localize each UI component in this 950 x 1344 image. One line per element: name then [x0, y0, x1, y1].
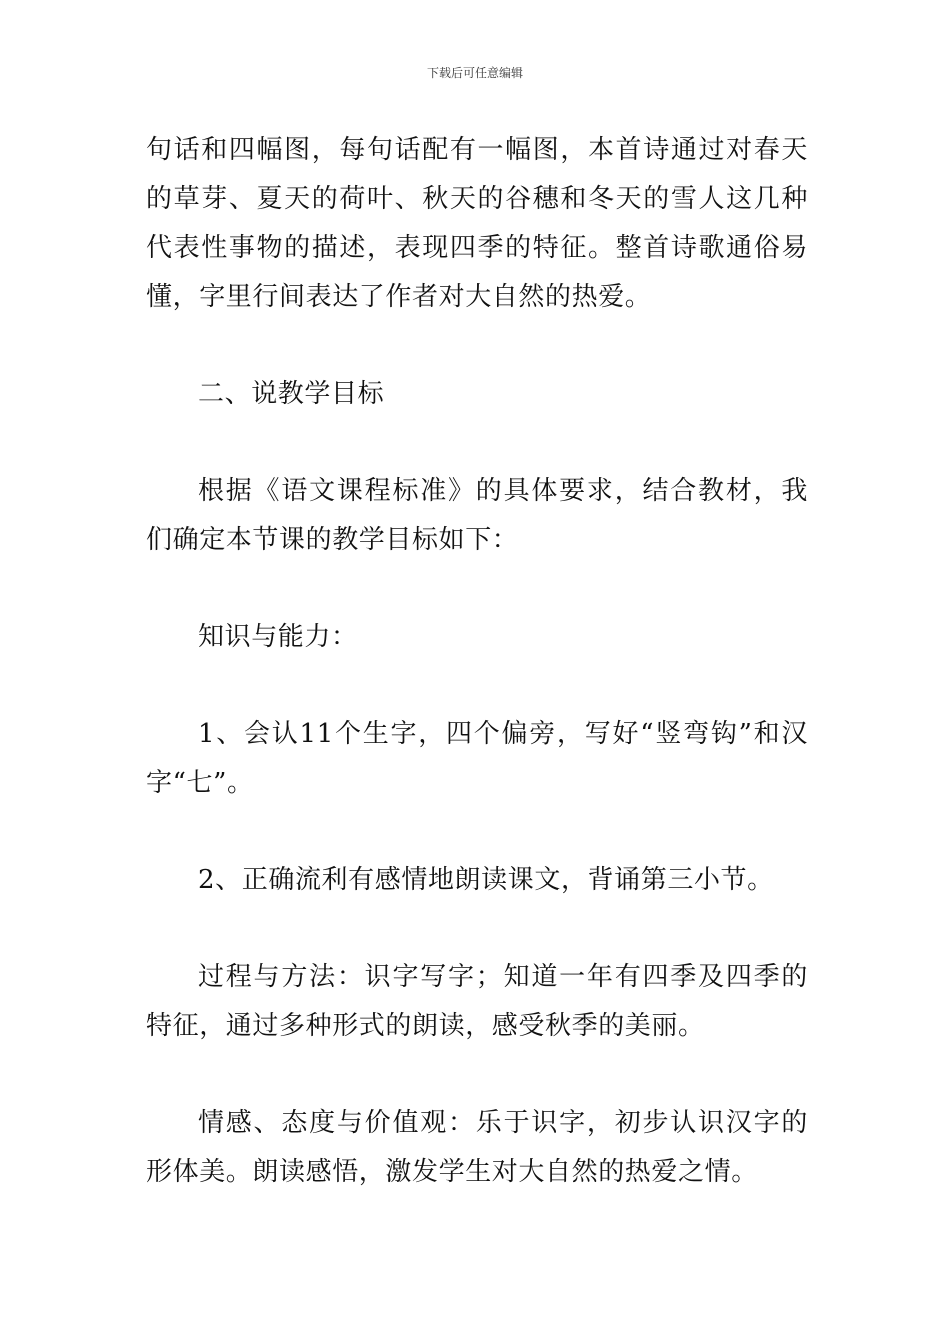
page-header: 下载后可任意编辑	[426, 66, 523, 80]
paragraph-process-method: 过程与方法：识字写字；知道一年有四季及四季的特征，通过多种形式的朗读，感受秋季的美丽。	[146, 962, 808, 1041]
list-item-1: 1、会认11个生字，四个偏旁，写好“竖弯钩”和汉字“七”。	[146, 719, 808, 798]
paragraph-intro: 根据《语文课程标准》的具体要求，结合教材，我们确定本节课的教学目标如下：	[146, 476, 808, 555]
document-body	[146, 126, 808, 1197]
list-item-2: 2、正确流利有感情地朗读课文，背诵第三小节。	[198, 865, 774, 895]
paragraph-continuation: 句话和四幅图，每句话配有一幅图，本首诗通过对春天的草芽、夏天的荷叶、秋天的谷穗和冬天的雪人这几种代表性事物的描述，表现四季的特征。整首诗歌通俗易懂，字里行间表达了作者对大自然的热爱。	[146, 135, 808, 312]
section-heading: 二、说教学目标	[198, 379, 385, 409]
subheading-knowledge: 知识与能力：	[198, 622, 358, 652]
paragraph-emotion-values: 情感、态度与价值观：乐于识字，初步认识汉字的形体美。朗读感悟，激发学生对大自然的热爱之情。	[146, 1108, 808, 1187]
